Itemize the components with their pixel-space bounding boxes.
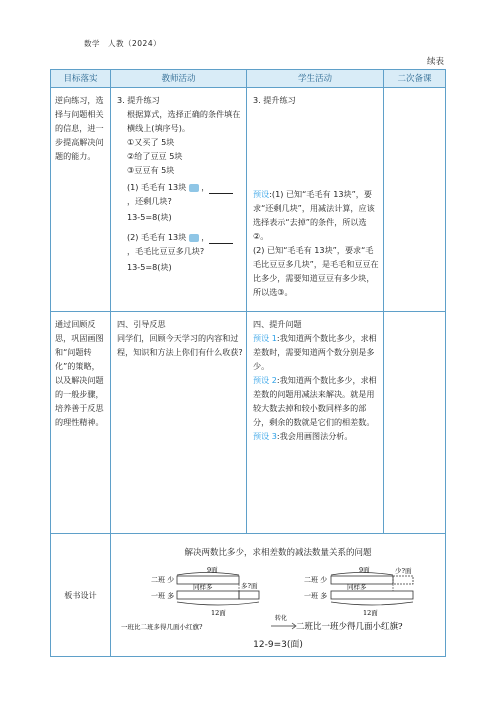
bar-diagrams — [111, 534, 446, 654]
section-title: 四、引导反思 — [117, 319, 166, 329]
col-notes: 二次备课 — [384, 70, 446, 88]
goal-text: 通过回顾反思，巩固画图和“问题转化”的策略，以及解决问题的一般步骤，培养善于反思的理性精神。 — [55, 319, 104, 427]
equation-1: 13-5=8(块) — [127, 212, 172, 222]
option-3: ③豆豆有 5块 — [127, 165, 175, 175]
goal-text: 逆向练习，选择与问题相关的信息，进一步提高解决问题的能力。 — [55, 95, 104, 161]
candy-icon — [189, 234, 199, 242]
label-extra: 少?面 — [395, 567, 412, 575]
question-2: (2) 毛毛有 13块 ， ，毛毛比豆豆多几块? — [117, 230, 243, 258]
board-label: 板书设计 — [51, 534, 111, 657]
lesson-table — [50, 69, 446, 657]
label-class1: 一班 多 — [304, 592, 328, 600]
page-header: 数学 人教（2024） — [84, 39, 162, 48]
label-class1: 一班 多 — [151, 592, 175, 600]
label-class2: 二班 少 — [151, 576, 175, 584]
answer-blank — [209, 183, 233, 194]
label-top: 9面 — [359, 566, 370, 574]
section-title: 3. 提升练习 — [253, 95, 296, 105]
student-cell — [247, 88, 384, 312]
notes-cell — [384, 88, 446, 312]
student-cell — [247, 312, 384, 534]
board-equation: 12-9=3(面) — [253, 640, 303, 650]
question-right: 二班比一班少得几面小红旗? — [296, 622, 403, 632]
table-row — [51, 534, 446, 657]
option-1: ①又买了 5块 — [127, 137, 175, 147]
label-bottom: 12面 — [211, 609, 226, 617]
option-2: ②给了豆豆 5块 — [127, 151, 183, 161]
continued-label: 续表 — [426, 57, 444, 67]
goal-cell — [51, 88, 111, 312]
question-1: (1) 毛毛有 13块 ， ，还剩几块? — [117, 180, 243, 208]
section-title: 四、提升问题 — [253, 319, 302, 329]
teacher-text: 同学们，回顾今天学习的内容和过程，知识和方法上你们有什么收获? — [117, 333, 243, 357]
preset-2: 预设 2:我知道两个数比多少，求相差数的问题用减法来解决。就是用较大数去掉和较小数同样多的部分，剩余的数就是它们的相差数。 — [253, 375, 377, 427]
preset-1: 预设 1:我知道两个数比多少，求相差数时，需要知道两个数分别是多少。 — [253, 333, 377, 371]
teacher-cell — [111, 312, 247, 534]
label-extra: 多?面 — [241, 582, 258, 590]
table-row — [51, 312, 446, 534]
label-same: 同样多 — [347, 583, 367, 591]
table-row — [51, 88, 446, 312]
label-bottom: 12面 — [363, 609, 378, 617]
board-design — [111, 534, 446, 657]
instruction-text: 根据算式，选择正确的条件填在横线上(填序号)。 — [127, 109, 241, 133]
convert-label: 转化 — [275, 615, 288, 622]
left-diagram — [151, 566, 259, 617]
notes-cell — [384, 312, 446, 534]
goal-cell — [51, 312, 111, 534]
label-same: 同样多 — [193, 583, 213, 591]
label-top: 9面 — [207, 566, 218, 574]
col-teacher: 教师活动 — [111, 70, 247, 88]
preset-3: 预设 3:我会用画图法分析。 — [253, 431, 353, 441]
answer-blank — [209, 233, 233, 244]
candy-icon — [189, 184, 199, 192]
equation-2: 13-5=8(块) — [127, 262, 172, 272]
preset-2: (2) 已知“毛毛有 13块”，要求“毛毛比豆豆多几块”，是毛毛和豆豆在比多少，需要知道豆豆有多少块，所以选③。 — [253, 245, 379, 297]
question-left: 一班比二班多得几面小红旗? — [121, 623, 203, 631]
board-title: 解决两数比多少，求相差数的减法数量关系的问题 — [184, 548, 372, 558]
label-class2: 二班 少 — [304, 576, 328, 584]
teacher-cell — [111, 88, 247, 312]
right-diagram — [304, 566, 413, 617]
col-goal: 目标落实 — [51, 70, 111, 88]
col-student: 学生活动 — [247, 70, 384, 88]
section-title: 3. 提升练习 — [117, 95, 160, 105]
table-header-row — [51, 70, 446, 88]
preset-1: 预设:(1) 已知“毛毛有 13块”，要求“还剩几块”，用减法计算，应该选择表示“去掉”的条件，所以选②。 — [253, 189, 375, 241]
